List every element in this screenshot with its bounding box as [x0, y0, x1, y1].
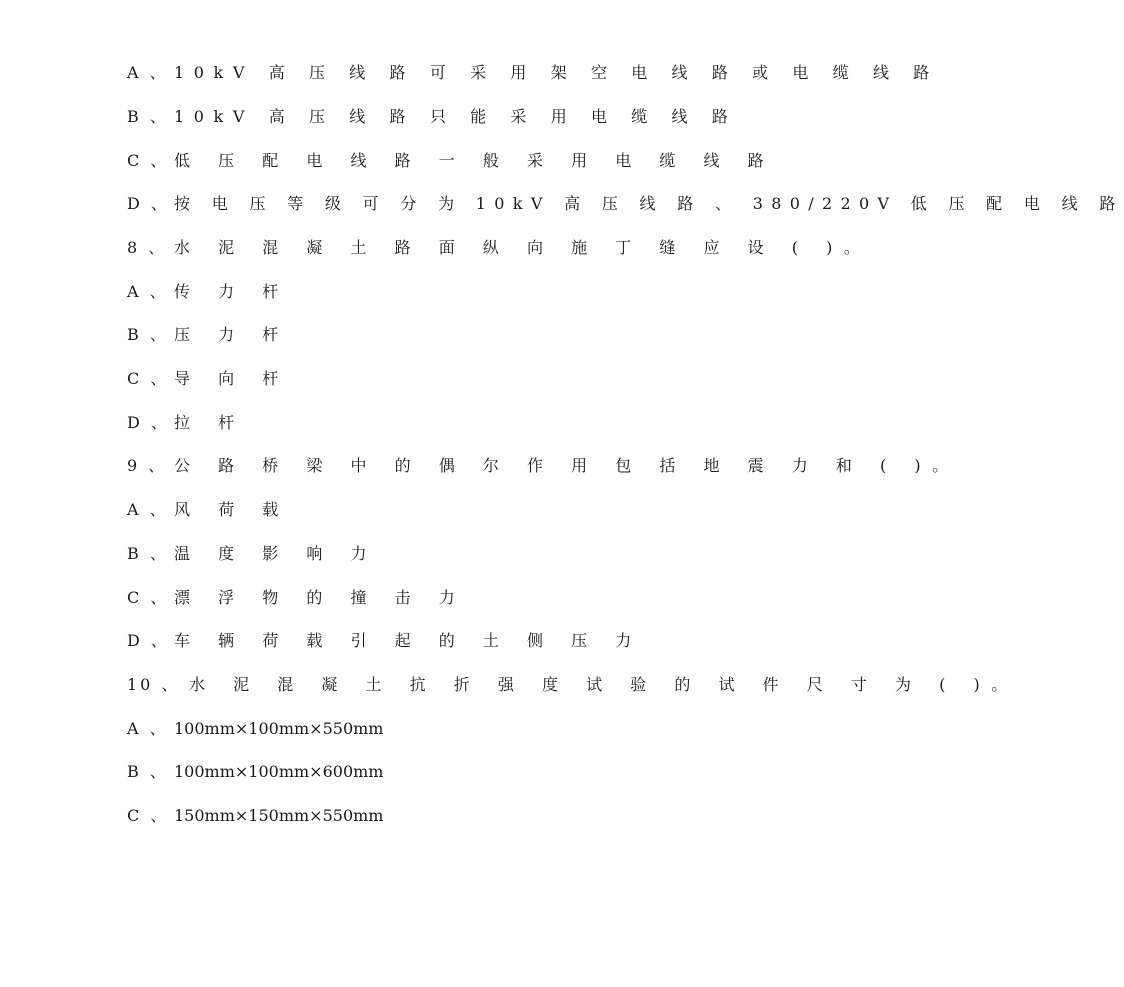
option-text: 导 向 杆: [174, 369, 290, 388]
option-text: 10kV 高 压 线 路 只 能 采 用 电 缆 线 路: [174, 107, 738, 126]
option-text: 车 辆 荷 载 引 起 的 土 侧 压 力: [174, 631, 643, 650]
option-marker: D 、: [127, 631, 170, 650]
option-line: [127, 759, 383, 785]
option-line: [127, 148, 775, 174]
option-line: [127, 322, 290, 348]
option-marker: B 、: [127, 107, 169, 126]
option-marker: D 、: [127, 413, 170, 432]
option-marker: A 、: [127, 282, 169, 301]
option-line: [127, 585, 466, 611]
option-line: [127, 104, 737, 130]
option-text: 按 电 压 等 级 可 分 为 10kV 高 压 线 路 、 380/220V 低 压 配 电 线 路: [174, 194, 1124, 213]
option-marker: C 、: [127, 806, 170, 825]
option-text: 漂 浮 物 的 撞 击 力: [174, 588, 467, 607]
option-line: [127, 497, 290, 523]
question-text: 水 泥 混 凝 土 路 面 纵 向 施 丁 缝 应 设 ( )。: [174, 238, 872, 257]
option-text: 低 压 配 电 线 路 一 般 采 用 电 缆 线 路: [174, 151, 776, 170]
option-text: 100mm×100mm×600mm: [174, 762, 384, 781]
option-marker: A 、: [127, 500, 169, 519]
question-line: [127, 672, 1019, 698]
option-line: [127, 541, 378, 567]
option-text: 10kV 高 压 线 路 可 采 用 架 空 电 线 路 或 电 缆 线 路: [174, 63, 939, 82]
option-text: 风 荷 载: [174, 500, 290, 519]
option-marker: B 、: [127, 325, 169, 344]
option-marker: A 、: [127, 63, 169, 82]
option-line: [127, 410, 246, 436]
option-line: [127, 803, 383, 829]
question-number: 9 、: [127, 456, 168, 475]
option-text: 温 度 影 响 力: [174, 544, 379, 563]
option-marker: A 、: [127, 719, 169, 738]
option-line: [127, 628, 643, 654]
question-text: 水 泥 混 凝 土 抗 折 强 度 试 验 的 试 件 尺 寸 为 ( )。: [189, 675, 1019, 694]
option-marker: B 、: [127, 762, 169, 781]
option-line: [127, 279, 290, 305]
option-text: 拉 杆: [174, 413, 246, 432]
question-line: [127, 235, 871, 261]
option-marker: B 、: [127, 544, 169, 563]
option-text: 150mm×150mm×550mm: [174, 806, 384, 825]
option-text: 压 力 杆: [174, 325, 290, 344]
option-marker: D 、: [127, 194, 170, 213]
option-text: 100mm×100mm×550mm: [174, 719, 384, 738]
question-number: 10 、: [127, 675, 181, 694]
option-line: [127, 716, 383, 742]
option-marker: C 、: [127, 369, 170, 388]
option-line: [127, 191, 1124, 217]
option-line: [127, 60, 939, 86]
option-text: 传 力 杆: [174, 282, 290, 301]
question-line: [127, 453, 960, 479]
question-number: 8 、: [127, 238, 168, 257]
question-text: 公 路 桥 梁 中 的 偶 尔 作 用 包 括 地 震 力 和 ( )。: [174, 456, 960, 475]
option-marker: C 、: [127, 151, 170, 170]
option-marker: C 、: [127, 588, 170, 607]
option-line: [127, 366, 290, 392]
